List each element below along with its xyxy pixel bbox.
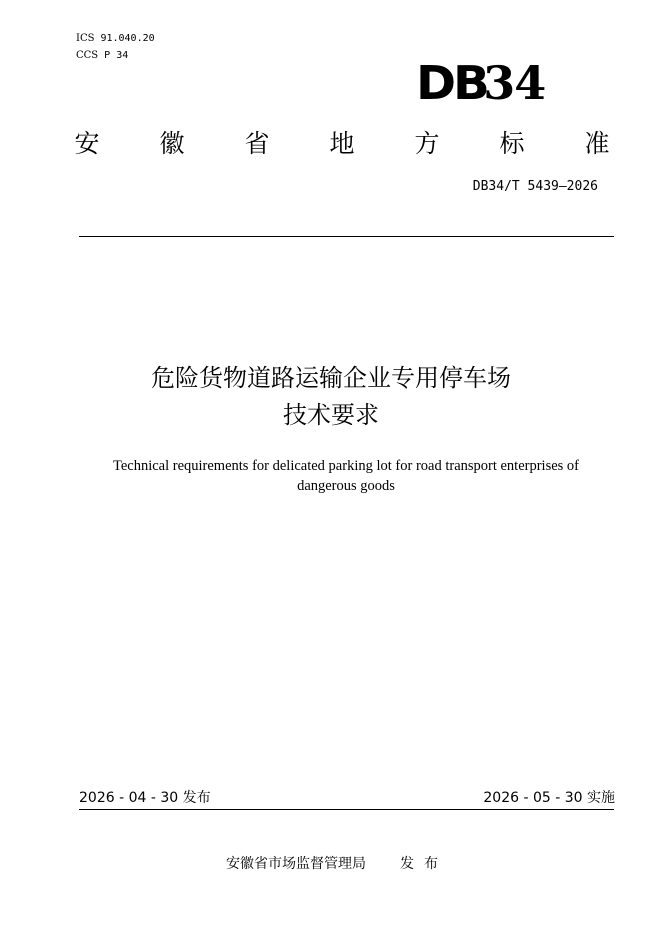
db34-logo	[416, 58, 566, 108]
title-en-line2: dangerous goods	[297, 478, 395, 494]
title-cn-line2: 技术要求	[283, 401, 379, 429]
ics-code	[76, 32, 155, 46]
logo-number: 34	[483, 56, 546, 110]
standard-type-char: 准	[584, 129, 610, 158]
ccs-label: CCS	[76, 50, 99, 61]
standard-type-char: 地	[329, 129, 355, 158]
ics-value: 91.040.20	[100, 33, 155, 44]
publisher-name: 安徽省市场监督管理局	[226, 856, 366, 872]
standard-type-char: 标	[499, 129, 525, 158]
top-divider	[79, 236, 614, 237]
bottom-divider	[79, 809, 614, 810]
issue-date: 2026 - 04 - 30 发布	[79, 790, 211, 806]
ccs-code	[76, 49, 128, 63]
logo-prefix: DB	[416, 56, 487, 110]
standard-type-char: 省	[244, 129, 270, 158]
standard-type-char: 方	[414, 129, 440, 158]
standard-number: DB34/T 5439—2026	[472, 179, 598, 194]
publisher-action: 发布	[400, 856, 448, 872]
title-en-line1: Technical requirements for delicated parking lot for road transport enterprises of	[112, 458, 580, 474]
title-cn-line1: 危险货物道路运输企业专用停车场	[151, 364, 511, 392]
publisher	[226, 855, 448, 873]
standard-type-char: 徽	[159, 129, 185, 158]
implement-date: 2026 - 05 - 30 实施	[483, 790, 615, 806]
standard-type-heading	[72, 124, 612, 164]
ccs-value: P 34	[104, 50, 129, 61]
ics-label: ICS	[76, 33, 95, 44]
standard-type-char: 安	[74, 129, 100, 158]
